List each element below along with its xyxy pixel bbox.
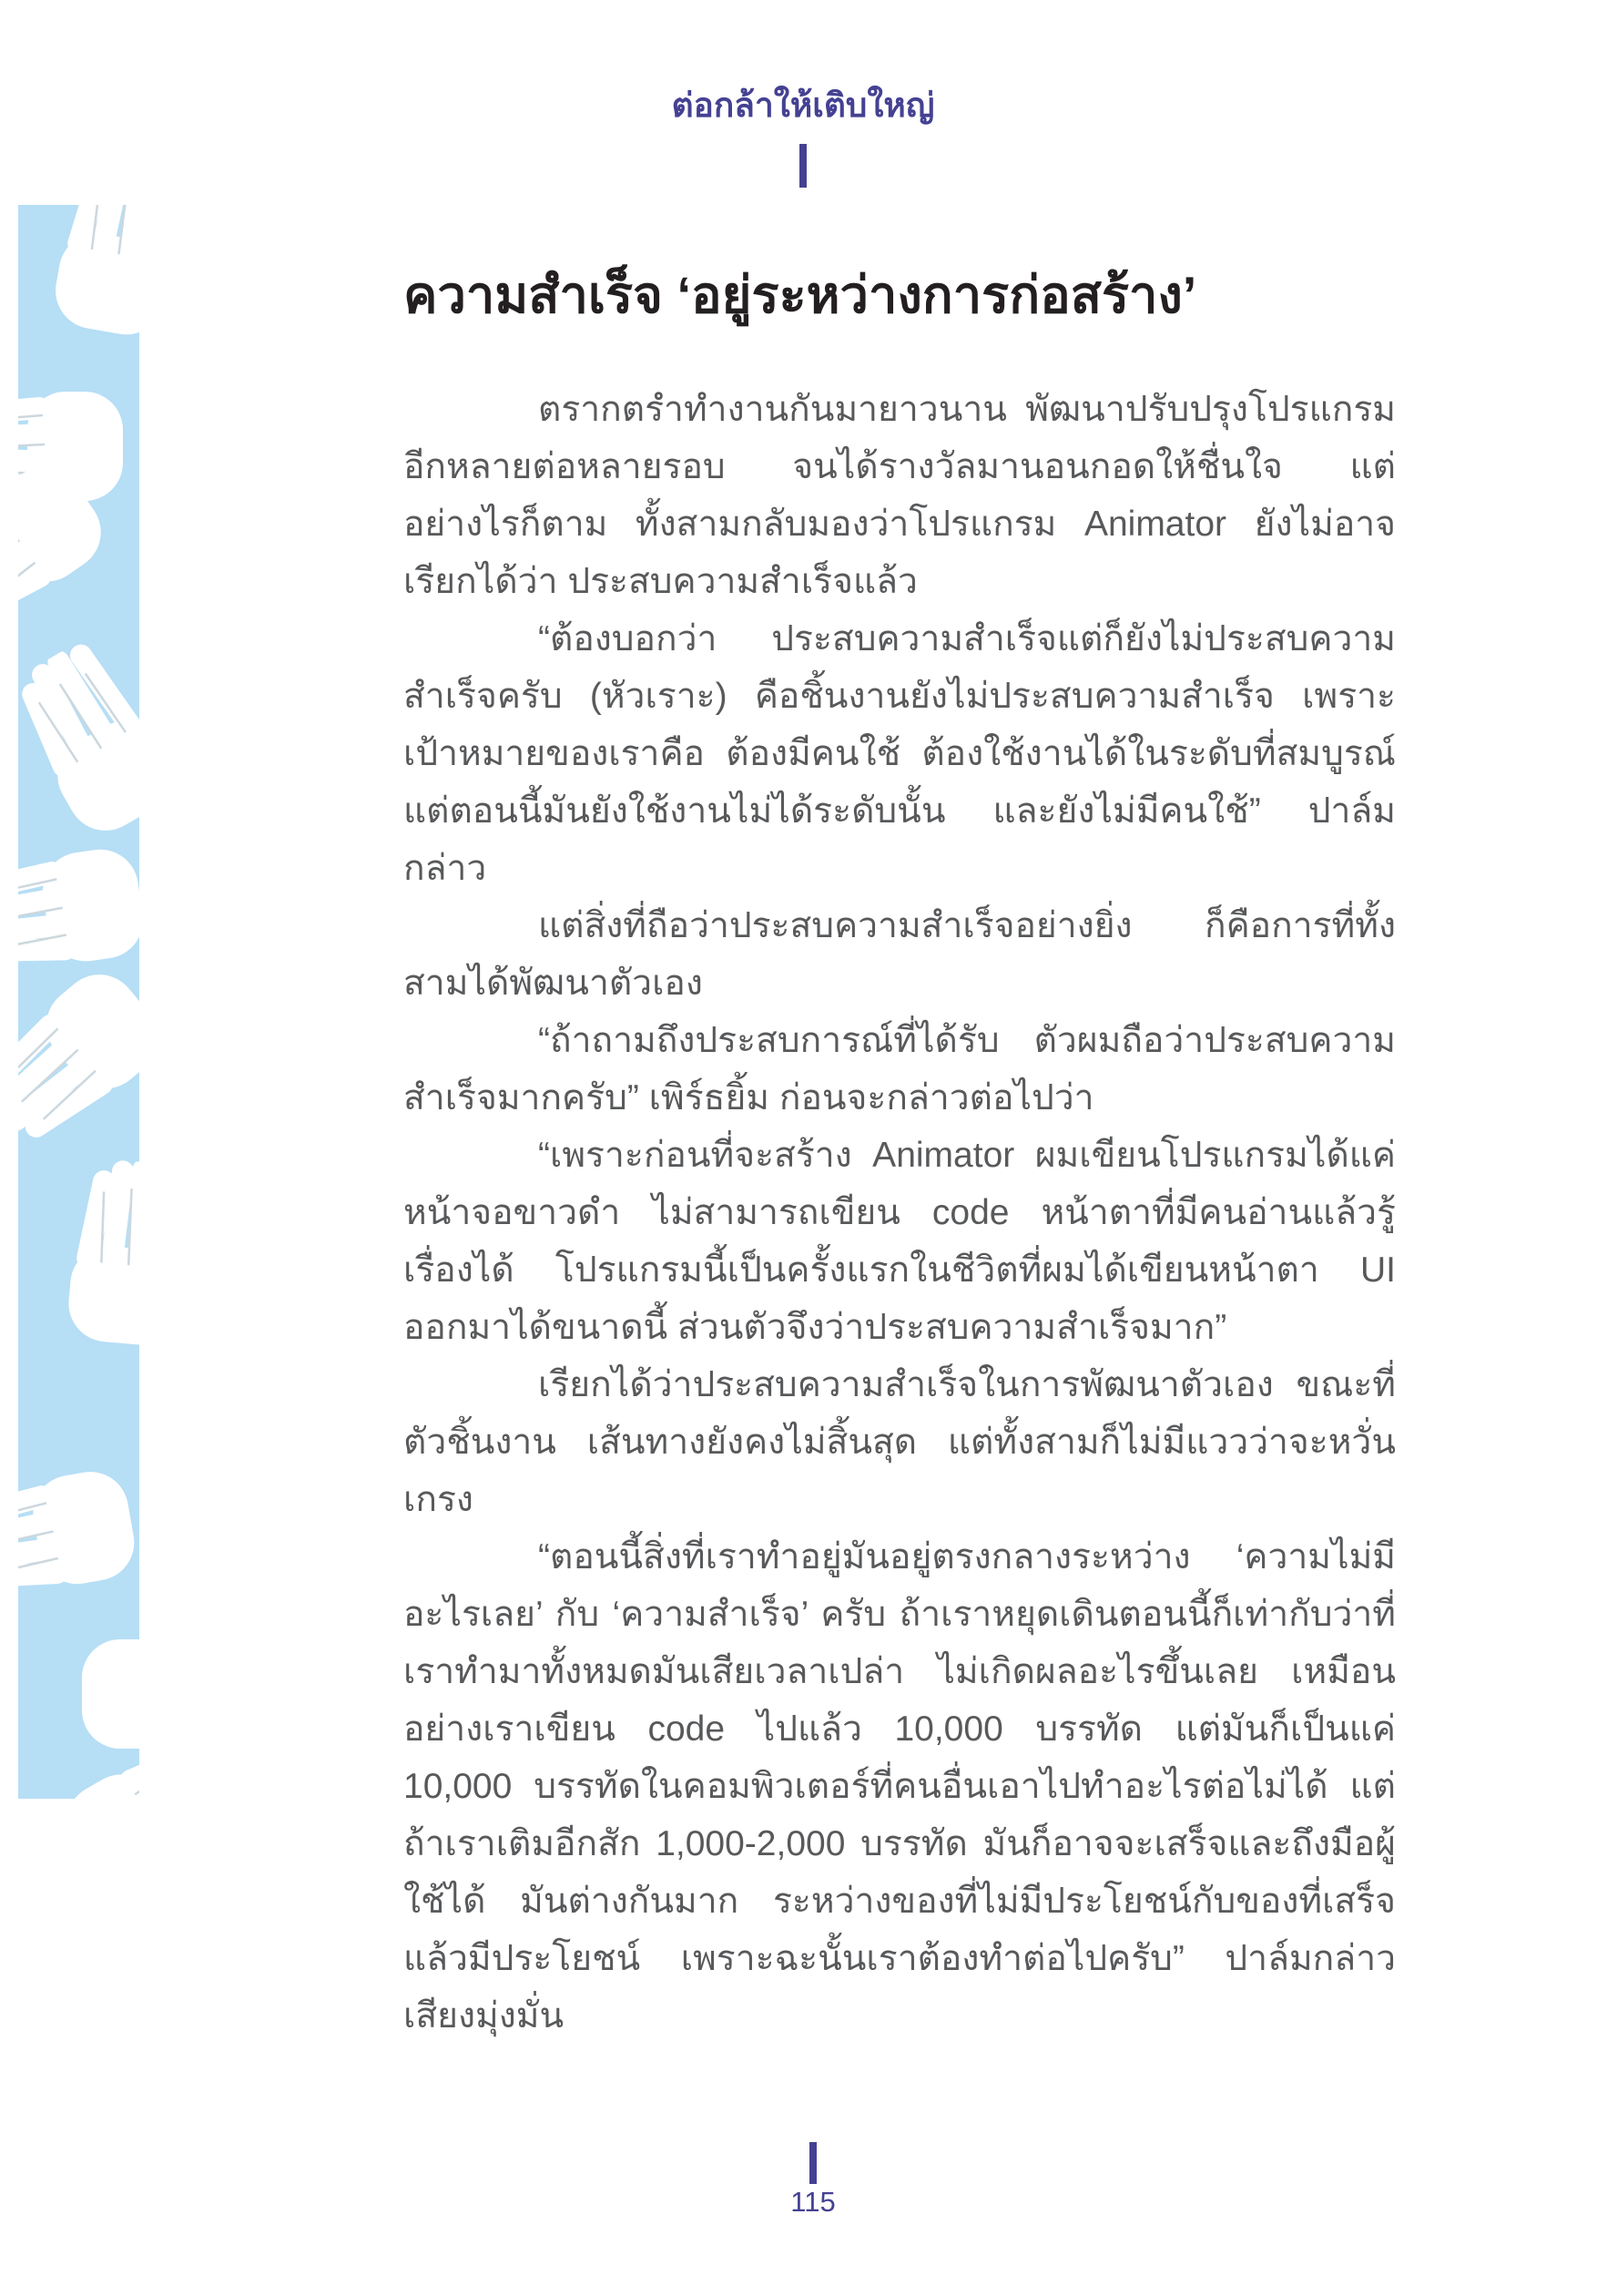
running-head-book-title: ต่อกล้าให้เติบใหญ่ bbox=[671, 87, 935, 124]
paragraph: แต่สิ่งที่ถือว่าประสบความสำเร็จอย่างยิ่ง ก็คือการที่ทั้งสามได้พัฒนาตัวเอง bbox=[403, 906, 1396, 1003]
article-body bbox=[403, 381, 1396, 2045]
paragraph: เรียกได้ว่าประสบความสำเร็จในการพัฒนาตัวเอง ขณะที่ตัวชิ้นงาน เส้นทางยังคงไม่สิ้นสุด แต่ทั้งสามก็ไม่มีแววว่าจะหวั่นเกรง bbox=[403, 1365, 1396, 1519]
paragraph: “ตอนนี้สิ่งที่เราทำอยู่มันอยู่ตรงกลางระหว่าง ‘ความไม่มีอะไรเลย’ กับ ‘ความสำเร็จ’ ครับ ถ้าเราหยุดเดินตอนนี้ก็เท่ากับว่าที่เราทำมาทั้งหมดมันเสียเวลาเปล่า ไม่เกิดผลอะไรขึ้นเลย เหมือนอย่างเราเขียน code ไปแล้ว 10,000 บรรทัด แต่มันก็เป็นแค่ 10,000 บรรทัดในคอมพิวเตอร์ที่คนอื่นเอาไปทำอะไรต่อไม่ได้ แต่ถ้าเราเติมอีกสัก 1,000-2,000 บรรทัด มันก็อาจจะเสร็จและถึงมือผู้ใช้ได้ มันต่างกันมาก ระหว่างของที่ไม่มีประโยชน์กับของที่เสร็จแล้วมีประโยชน์ เพราะฉะนั้นเราต้องทำต่อไปครับ” ปาล์มกล่าวเสียงมุ่งมั่น bbox=[403, 1537, 1396, 2036]
sidebar-art-strip bbox=[18, 205, 139, 1799]
paragraph: “ต้องบอกว่า ประสบความสำเร็จแต่ก็ยังไม่ประสบความสำเร็จครับ (หัวเราะ) คือชิ้นงานยังไม่ประสบความสำเร็จ เพราะเป้าหมายของเราคือ ต้องมีคนใช้ ต้องใช้งานได้ในระดับที่สมบูรณ์ แต่ตอนนี้มันยังใช้งานไม่ได้ระดับนั้น และยังไม่มีคนใช้” ปาล์มกล่าว bbox=[403, 619, 1396, 888]
page-title: ความสำเร็จ ‘อยู่ระหว่างการก่อสร้าง’ bbox=[403, 265, 1197, 323]
paragraph: “เพราะก่อนที่จะสร้าง Animator ผมเขียนโปรแกรมได้แค่หน้าจอขาวดำ ไม่สามารถเขียน code หน้าตาที่มีคนอ่านแล้วรู้เรื่องได้ โปรแกรมนี้เป็นครั้งแรกในชีวิตที่ผมได้เขียนหน้าตา UI ออกมาได้ขนาดนี้ ส่วนตัวจึงว่าประสบความสำเร็จมาก” bbox=[403, 1136, 1396, 1347]
hand-icon bbox=[35, 205, 139, 352]
hand-icon bbox=[73, 1626, 139, 1762]
paragraph: “ถ้าถามถึงประสบการณ์ที่ได้รับ ตัวผมถือว่าประสบความสำเร็จมากครับ” เพิร์ธยิ้ม ก่อนจะกล่าวต่อไปว่า bbox=[403, 1021, 1396, 1117]
page-number: 115 bbox=[790, 2186, 836, 2218]
paragraph: ตรากตรำทำงานกันมายาวนาน พัฒนาปรับปรุงโปรแกรมอีกหลายต่อหลายรอบ จนได้รางวัลมานอนกอดให้ชื่นใจ แต่อย่างไรก็ตาม ทั้งสามกลับมองว่าโปรแกรม Animator ยังไม่อาจเรียกได้ว่า ประสบความสำเร็จแล้ว bbox=[403, 390, 1396, 601]
hand-icon bbox=[51, 1156, 139, 1358]
footer-divider-bar bbox=[809, 2142, 817, 2184]
hand-icon bbox=[18, 1451, 139, 1618]
header-divider-bar bbox=[799, 144, 807, 188]
hand-icon bbox=[18, 626, 139, 860]
